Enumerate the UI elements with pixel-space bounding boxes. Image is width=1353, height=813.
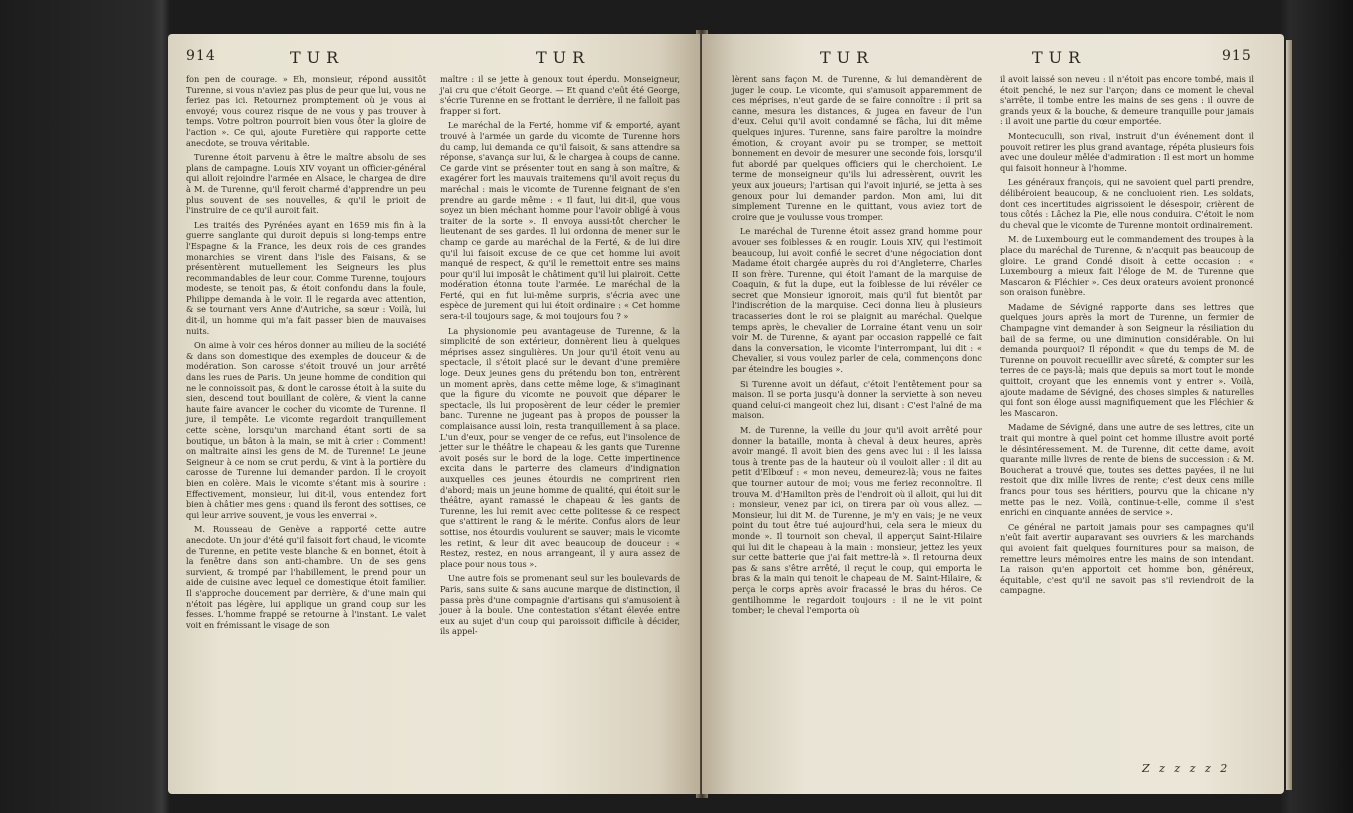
right-col1-paragraph: M. de Turenne, la veille du jour qu'il avoit arrêté pour donner la bataille, monta à cheval à deux heures, après avoir mangé. Il avoit bien des gens avec lui : il les laissa tous à trente pas de la hauteur où il vouloit aller : il dit au petit d'Elbœuf : « mon neveu, demeurez-là; vous ne faites que tourner autour de moi; vous me feriez reconnoître. Il trouva M. d'Hamilton près de l'endroit où il alloit, qui lui dit : monsieur, venez par ici, on tirera par où vous allez. — Monsieur, lui dit M. de Turenne, je m'y en vais; je ne veux point du tout être tué aujourd'hui, cela sera le mieux du monde ». Il tournoit son cheval, il apperçut Saint-Hilaire qui lui dit le chapeau à la main : monsieur, jettez les yeux sur cette batterie que j'ai fait mettre-là ». Il retourna deux pas & sans s'être arrêté, il reçut le coup, qui emporta le bras & la main qui tenoit le chapeau de M. Saint-Hilaire, & perça le corps après avoir fracassé le bras du héros. Ce gentilhomme le regardoit toujours : il ne le vit point tomber; le cheval l'emporta où bbox=[732, 425, 982, 616]
right-header-word-1: TUR bbox=[820, 48, 875, 67]
left-col1-paragraph: Turenne étoit parvenu à être le maître absolu de ses plans de campagne. Louis XIV voyant un officier-général qui alloit rejoindre l'armée en Alsace, le chargea de dire à M. de Turenne, qu'il feroit charmé d'apprendre un peu plus souvent de ses nouvelles, & qu'il le prioit de l'instruire de ce qu'il auroit fait. bbox=[186, 152, 426, 216]
left-col2-paragraph: maître : il se jette à genoux tout éperdu. Monseigneur, j'ai cru que c'étoit George. — Et quand c'eût été George, s'écrie Turenne en se frottant le derrière, il ne falloit pas frapper si fort. bbox=[440, 74, 680, 116]
right-col2-paragraph: Madame de Sévigné, dans une autre de ses lettres, cite un trait qui montre à quel point cet homme illustre avoit porté le désintéressement. M. de Turenne, dit cette dame, avoit quarante mille livres de rente de biens de succession : & M. Boucherat a trouvé que, toutes ses dettes payées, il ne lui restoit que dix mille livres de rente; c'est deux cens mille francs pour tous ses héritiers, pourvu que la chicane n'y mette pas le nez. Voilà, continue-t-elle, comme il s'est enrichi en cinquante années de service ». bbox=[1000, 422, 1254, 518]
right-page-column-2 bbox=[1000, 74, 1254, 600]
right-col1-paragraph: lèrent sans façon M. de Turenne, & lui demandèrent de juger le coup. Le vicomte, qui s'amusoit apparemment de ces méprises, n'eut garde de se faire connoître : il prit sa canne, mesura les distances, & jugea en faveur de l'un d'eux. Celui qu'il avoit condamné se fâcha, lui dit même quelques injures. Turenne, sans faire paroître la moindre émotion, & croyant avoir pu se tromper, se mettoit bonnement en devoir de mesurer une seconde fois, lorsqu'il fut abordé par quelques officiers qui le cherchoient. Le terme de monseigneur qu'ils lui adressèrent, ouvrit les yeux aux joueurs; l'artisan qui l'avoit injurié, se jetta à ses genoux pour lui demander pardon. Mon ami, lui dit simplement Turenne en le quittant, vous aviez tort de croire que je voulusse vous tromper. bbox=[732, 74, 982, 222]
right-col1-paragraph: Si Turenne avoit un défaut, c'étoit l'entêtement pour sa maison. Il se porta jusqu'à donner la serviette à son neveu quand celui-ci mangeoit chez lui, disant : C'est l'aîné de ma maison. bbox=[732, 378, 982, 421]
left-col1-paragraph: On aime à voir ces héros donner au milieu de la société & dans son domestique des exemples de douceur & de modération. Son carosse s'étoit trouvé un jour arrêté dans les rues de Paris. Un jeune homme de condition qui ne le connoissoit pas, & dont le carosse étoit à la suite du sien, descend tout bouillant de colère, & vient la canne haute faire avancer le cocher du vicomte de Turenne. Il jure, il tempête. Le vicomte regardoit tranquillement cette scène, lorsqu'un marchand étant sorti de sa boutique, un bâton à la main, se mit à crier : Comment! on maltraite ainsi les gens de M. de Turenne! Le jeune Seigneur à ce nom se crut perdu, & vint à la portière du carosse de Turenne lui demander pardon. Il le croyoit bien en colère. Mais le vicomte s'étant mis à sourire : Effectivement, monsieur, lui dit-il, vous entendez fort bien à châtier mes gens : quand ils feront des sottises, ce qui leur arrive souvent, je vous les enverrai ». bbox=[186, 340, 426, 520]
left-page bbox=[168, 34, 700, 794]
signature-mark: Z z z z z 2 bbox=[1142, 762, 1231, 775]
left-page-number: 914 bbox=[186, 48, 216, 64]
right-col2-paragraph: il avoit laissé son neveu : il n'étoit pas encore tombé, mais il étoit penché, le nez sur l'arçon; dans ce moment le cheval s'arrête, il tombe entre les mains de ses gens : il ouvre de grands yeux & la bouche, & demeure tranquille pour jamais : il avoit une partie du cœur emportée. bbox=[1000, 74, 1254, 127]
right-col1-paragraph: Le maréchal de Turenne étoit assez grand homme pour avouer ses foiblesses & en rougir. Louis XIV, qui l'estimoit beaucoup, lui avoit confié le secret d'une négociation dont Madame étoit chargée auprès du roi d'Angleterre, Charles II son frère. Turenne, qui étoit l'amant de la marquise de Coaquin, & fut la dupe, eut la foiblesse de lui révéler ce secret que Monsieur ignoroit, mais qu'il fut bientôt par l'indiscrétion de la marquise. Ceci donna lieu à plusieurs tracasseries dont le roi se plaignit au maréchal. Quelque temps après, le chevalier de Lorraine étant venu un soir voir M. de Turenne, & ayant par occasion rappellé ce fait dans la conversation, le vicomte l'interrompant, lui dit : « Chevalier, si vous voulez parler de cela, commençons donc par éteindre les bougies ». bbox=[732, 226, 982, 375]
right-header-word-2: TUR bbox=[1032, 48, 1087, 67]
left-running-head bbox=[168, 48, 700, 70]
right-col2-paragraph: Les généraux françois, qui ne savoient quel parti prendre, délibéroient beaucoup, & ne concluoient rien. Les soldats, dont ces incertitudes aigrissoient le désespoir, crièrent de tous côtés : Lâchez la Pie, elle nous conduira. C'étoit le nom du cheval que le vicomte de Turenne montoit ordinairement. bbox=[1000, 177, 1254, 230]
page-edge-shadow bbox=[1286, 40, 1292, 790]
right-col2-paragraph: Madame de Sévigné rapporte dans ses lettres que quelques jours après la mort de Turenne, un fermier de Champagne vint demander à son Seigneur la résiliation du bail de sa ferme, ou une diminution considérable. On lui demanda pourquoi? Il répondit « que du temps de M. de Turenne on pouvoit recueillir avec sûreté, & compter sur les terres de ce pays-là; mais que depuis sa mort tout le monde quittoit, croyant que les ennemis vont y entrer ». Voilà, ajoute madame de Sévigné, des choses simples & naturelles qui font son éloge aussi magnifiquement que les Fléchier & les Mascaron. bbox=[1000, 301, 1254, 418]
left-page-column-1 bbox=[186, 74, 426, 634]
right-page-column-1 bbox=[732, 74, 982, 620]
left-header-word-2: TUR bbox=[536, 48, 591, 67]
right-running-head bbox=[702, 48, 1284, 70]
right-col2-paragraph: Ce général ne partoit jamais pour ses campagnes qu'il n'eût fait avertir auparavant ses ouvriers & les marchands qui avoient fait quelques fournitures pour sa maison, de remettre leurs mémoires entre les mains de son intendant. La raison qu'en apportoit cet homme bon, généreux, équitable, c'est qu'il ne savoit pas s'il reviendroit de la campagne. bbox=[1000, 521, 1254, 596]
left-col1-paragraph: fon pen de courage. » Eh, monsieur, répond aussitôt Turenne, si vous n'aviez pas plus de peur que lui, vous ne feriez pas ici. Retournez promptement où je vous ai envoyé; vous courez risque de ne vous y pas trouver à temps. Votre poltron pourroit bien vous ôter la gloire de l'action ». Ce qui, ajoute Furetière qui rapporte cette anecdote, se trouva véritable. bbox=[186, 74, 426, 148]
right-col2-paragraph: M. de Luxembourg eut le commandement des troupes à la place du maréchal de Turenne, & n'acquit pas beaucoup de gloire. Le grand Condé disoit à cette occasion : « Luxembourg a mieux fait l'éloge de M. de Turenne que Mascaron & Fléchier ». Ces deux orateurs avoient prononcé son oraison funèbre. bbox=[1000, 234, 1254, 298]
right-page-number: 915 bbox=[1222, 48, 1252, 64]
left-col2-paragraph: Le maréchal de la Ferté, homme vif & emporté, ayant trouvé à l'armée un garde du vicomte de Turenne hors du camp, lui demanda ce qu'il faisoit, & sans attendre sa réponse, s'avança sur lui, & le chargea à coups de canne. Ce garde vint se présenter tout en sang à son maître, & exagérer fort les mauvais traitemens qu'il avoit reçus du maréchal : mais le vicomte de Turenne feignant de s'en prendre au garde même : « Il faut, lui dit-il, que vous soyez un bien méchant homme pour l'avoir obligé à vous traiter de la sorte ». Il envoya aussi-tôt chercher le lieutenant de ses gardes. Il lui ordonna de mener sur le champ ce garde au maréchal de la Ferté, & de lui dire qu'il lui faisoit excuse de ce que cet homme lui avoit manqué de respect, & qu'il le remettoit entre ses mains pour qu'il lui imposât le châtiment qu'il lui plairoit. Cette modération étonna toute l'armée. Le maréchal de la Ferté, qui en fut lui-même surpris, s'écria avec une espèce de jurement qui lui étoit ordinaire : « Cet homme sera-t-il toujours sage, & moi toujours fou ? » bbox=[440, 120, 680, 322]
left-col1-paragraph: Les traités des Pyrénées ayant en 1659 mis fin à la guerre sanglante qui duroit depuis si long-temps entre l'Espagne & la France, les deux rois de ces grandes monarchies se virent dans l'isle des Faisans, & se présentèrent mutuellement les Seigneurs les plus recommandables de leur cour. Comme Turenne, toujours modeste, se tenoit pas, & étoit confondu dans la foule, Philippe demanda à le voir. Il le regarda avec attention, & se tournant vers Anne d'Autriche, sa sœur : Voilà, lui dit-il, un homme qui m'a fait passer bien de mauvaises nuits. bbox=[186, 219, 426, 336]
left-col1-paragraph: M. Rousseau de Genève a rapporté cette autre anecdote. Un jour d'été qu'il faisoit fort chaud, le vicomte de Turenne, en petite veste blanche & en bonnet, étoit à la fenêtre dans son anti-chambre. Un de ses gens survient, & trompé par l'habillement, le prend pour un aide de cuisine avec lequel ce domestique étoit familier. Il s'approche doucement par derrière, & d'une main qui n'étoit pas légère, lui applique un grand coup sur les fesses. L'homme frappé se retourne à l'instant. Le valet voit en frémissant le visage de son bbox=[186, 524, 426, 630]
right-col2-paragraph: Montecuculli, son rival, instruit d'un événement dont il pouvoit retirer les plus grand avantage, répéta plusieurs fois avec une douleur mêlée d'admiration : Il est mort un homme qui faisoit honneur à l'homme. bbox=[1000, 130, 1254, 173]
left-page-column-2 bbox=[440, 74, 680, 641]
left-col2-paragraph: Une autre fois se promenant seul sur les boulevards de Paris, sans suite & sans aucune marque de distinction, il passa près d'une compagnie d'artisans qui s'amusoient à jouer à la boule. Une contestation s'étant élevée entre eux au sujet d'un coup qui paroissoit difficile à décider, ils appel- bbox=[440, 573, 680, 637]
right-page bbox=[702, 34, 1284, 794]
left-header-word-1: TUR bbox=[290, 48, 345, 67]
left-col2-paragraph: La physionomie peu avantageuse de Turenne, & la simplicité de son extérieur, donnèrent lieu à quelques méprises assez singulières. Un jour qu'il étoit venu au spectacle, il s'étoit placé sur le devant d'une première loge. Deux jeunes gens du prétendu bon ton, entrèrent un moment après, dans cette même loge, & s'imaginant que la figure du vicomte ne pouvoit que déparer le spectacle, ils lui proposèrent de leur céder le premier banc. Turenne ne jugeant pas à propos de pousser la complaisance aussi loin, resta tranquillement à sa place. L'un d'eux, pour se venger de ce refus, eut l'insolence de jetter sur le théâtre le chapeau & les gants que Turenne avoit posés sur le bord de la loge. Cette impertinence excita dans le parterre des clameurs d'indignation auxquelles ces jeunes étourdis ne comprirent rien d'abord; mais un jeune homme de qualité, qui étoit sur le théâtre, ayant ramassé le chapeau & les gants de Turenne, les lui remit avec cette politesse & ce respect que s'attirent le rang & le mérite. Confus alors de leur sottise, nos étourdis voulurent se sauver; mais le vicomte les retint, & leur dit avec beaucoup de douceur : « Restez, restez, en nous arrangeant, il y aura assez de place pour nous tous ». bbox=[440, 325, 680, 569]
